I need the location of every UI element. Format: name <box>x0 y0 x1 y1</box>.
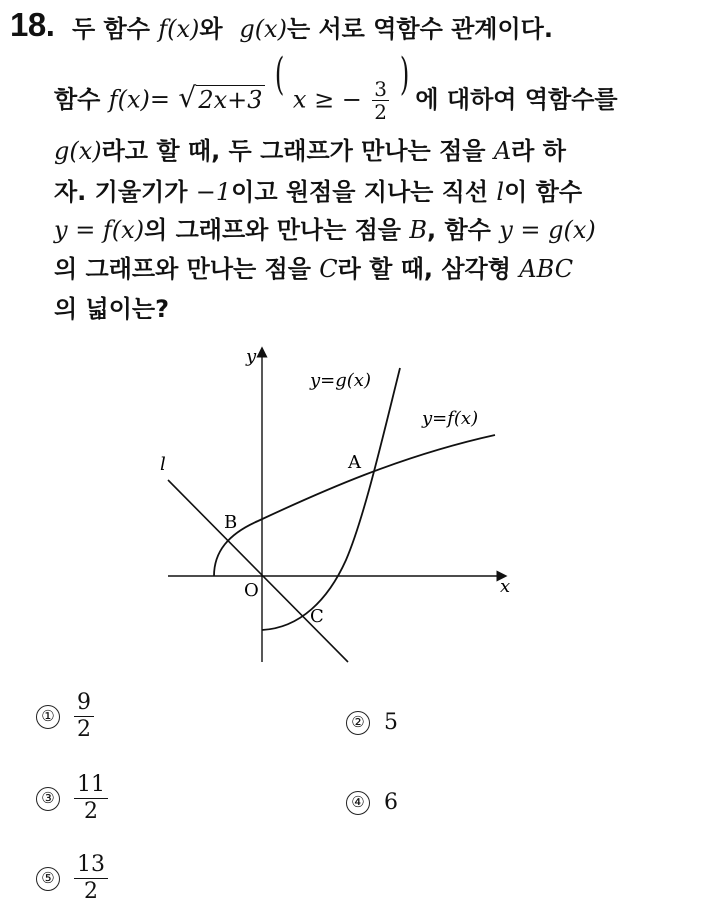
math-yg: y = g(x) <box>499 216 596 244</box>
text: 두 함수 <box>72 15 159 43</box>
label-y: y <box>246 346 257 367</box>
text: 함수 <box>54 85 109 114</box>
question-line-5 <box>54 215 596 245</box>
math-neg1: −1 <box>195 178 232 206</box>
choice-marker: ① <box>36 705 60 729</box>
choice-4[interactable] <box>346 790 398 815</box>
label-x: x <box>500 576 511 597</box>
denominator: 2 <box>77 717 91 742</box>
numerator: 9 <box>74 690 94 717</box>
choice-marker: ④ <box>346 791 370 815</box>
label-curve-g: y=g(x) <box>310 370 371 391</box>
choice-5[interactable] <box>36 852 108 905</box>
denominator: 2 <box>84 879 98 904</box>
question-line-3 <box>54 136 566 166</box>
label-point-A: A <box>348 452 361 473</box>
question-line-1 <box>72 14 553 44</box>
line-l <box>168 480 348 662</box>
text: 의 그래프와 만나는 점을 <box>144 216 410 244</box>
choice-fraction <box>74 690 94 743</box>
choice-marker: ② <box>346 711 370 735</box>
paren-right: ) <box>399 49 410 100</box>
curve-g <box>262 368 400 630</box>
paren-left: ( <box>274 49 285 100</box>
text: 에 대하여 역함수를 <box>415 85 618 114</box>
math-ABC: ABC <box>519 255 574 283</box>
choice-marker: ⑤ <box>36 867 60 891</box>
label-point-B: B <box>224 512 238 533</box>
choice-3[interactable] <box>36 772 108 825</box>
choice-marker: ③ <box>36 787 60 811</box>
text: 이고 원점을 지나는 직선 <box>231 178 497 206</box>
math-A: A <box>493 137 512 165</box>
text: 의 넓이는? <box>54 295 170 323</box>
domain-condition <box>274 49 410 124</box>
text: 의 그래프와 만나는 점을 <box>54 255 320 283</box>
label-origin: O <box>244 580 259 601</box>
fraction <box>372 78 389 123</box>
radicand: 2x+3 <box>198 85 263 114</box>
math-C: C <box>319 255 338 283</box>
text: 이 함수 <box>504 178 583 206</box>
sqrt-expression <box>178 80 268 115</box>
question-line-4 <box>54 177 582 207</box>
radical-sign: √ <box>178 80 197 114</box>
numerator: 3 <box>374 77 388 101</box>
question-line-6 <box>54 254 573 284</box>
math-g: g(x) <box>239 15 287 43</box>
numerator: 13 <box>74 852 108 879</box>
label-curve-f: y=f(x) <box>422 408 479 429</box>
label-line-l: l <box>160 454 166 475</box>
choice-1[interactable] <box>36 690 94 743</box>
math-yf: y = f(x) <box>54 216 145 244</box>
text: 와 <box>199 15 231 43</box>
math-g: g(x) <box>54 137 102 165</box>
condition-x: x ≥ − <box>292 85 362 114</box>
text: 라 하 <box>511 137 566 165</box>
text: 자. 기울기가 <box>54 178 196 206</box>
text: 는 서로 역함수 관계이다. <box>286 15 553 43</box>
label-point-C: C <box>310 606 324 627</box>
math-B: B <box>409 216 427 244</box>
choice-fraction <box>74 772 108 825</box>
choice-value: 5 <box>384 710 398 735</box>
denominator: 2 <box>374 100 388 124</box>
math-fx: f(x)= <box>108 85 170 114</box>
question-line-7 <box>54 294 169 324</box>
math-l: l <box>496 178 505 206</box>
math-f: f(x) <box>158 15 200 43</box>
text: 라고 할 때, 두 그래프가 만나는 점을 <box>101 137 494 165</box>
text: 라 할 때, 삼각형 <box>337 255 520 283</box>
choice-value: 6 <box>384 790 398 815</box>
text: , 함수 <box>426 216 500 244</box>
choice-2[interactable] <box>346 710 398 735</box>
choice-fraction <box>74 852 108 905</box>
numerator: 11 <box>74 772 108 799</box>
denominator: 2 <box>84 799 98 824</box>
function-graph <box>150 340 520 670</box>
question-line-2 <box>54 49 618 124</box>
question-number: 18. <box>10 6 55 43</box>
